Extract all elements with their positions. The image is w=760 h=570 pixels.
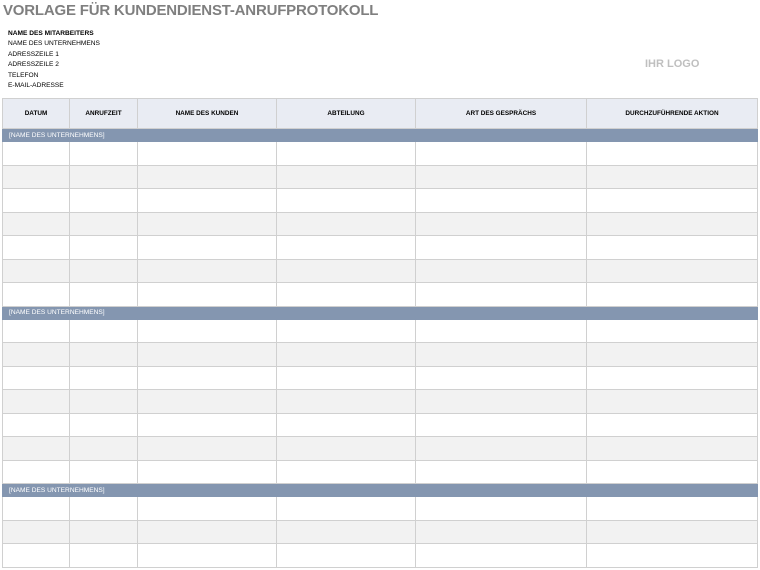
- section-company-name: [NAME DES UNTERNEHMENS]: [3, 306, 758, 319]
- table-cell[interactable]: [3, 165, 70, 189]
- table-cell[interactable]: [416, 236, 587, 260]
- table-cell[interactable]: [3, 212, 70, 236]
- table-cell[interactable]: [416, 283, 587, 307]
- table-row: [3, 319, 758, 343]
- table-cell[interactable]: [70, 319, 138, 343]
- company-name: NAME DES UNTERNEHMENS: [8, 40, 100, 48]
- section-header-row: [3, 129, 758, 142]
- table-cell[interactable]: [138, 343, 277, 367]
- section-header-row: [3, 484, 758, 497]
- table-cell[interactable]: [277, 366, 416, 390]
- logo-placeholder: IHR LOGO: [645, 58, 700, 70]
- column-header-date: DATUM: [3, 99, 70, 129]
- table-cell[interactable]: [3, 413, 70, 437]
- table-cell[interactable]: [587, 319, 758, 343]
- table-cell[interactable]: [416, 142, 587, 166]
- table-cell[interactable]: [138, 544, 277, 568]
- table-row: [3, 437, 758, 461]
- table-cell[interactable]: [138, 366, 277, 390]
- table-cell[interactable]: [277, 212, 416, 236]
- address-line-2: ADRESSZEILE 2: [8, 61, 59, 69]
- table-cell[interactable]: [70, 437, 138, 461]
- table-cell[interactable]: [277, 460, 416, 484]
- address-line-1: ADRESSZEILE 1: [8, 50, 59, 58]
- table-cell[interactable]: [138, 283, 277, 307]
- table-cell[interactable]: [587, 413, 758, 437]
- table-cell[interactable]: [3, 390, 70, 414]
- column-header-call-type: ART DES GESPRÄCHS: [416, 99, 587, 129]
- table-row: [3, 259, 758, 283]
- table-cell[interactable]: [416, 189, 587, 213]
- table-cell[interactable]: [3, 437, 70, 461]
- column-header-action: DURCHZUFÜHRENDE AKTION: [587, 99, 758, 129]
- table-cell[interactable]: [416, 212, 587, 236]
- table-cell[interactable]: [70, 520, 138, 544]
- table-row: [3, 165, 758, 189]
- table-cell[interactable]: [587, 390, 758, 414]
- table-cell[interactable]: [3, 142, 70, 166]
- table-cell[interactable]: [70, 236, 138, 260]
- table-row: [3, 142, 758, 166]
- table-cell[interactable]: [587, 437, 758, 461]
- table-row: [3, 544, 758, 568]
- table-cell[interactable]: [587, 366, 758, 390]
- table-cell[interactable]: [416, 437, 587, 461]
- table-cell[interactable]: [587, 544, 758, 568]
- table-cell[interactable]: [70, 165, 138, 189]
- table-cell[interactable]: [3, 520, 70, 544]
- table-cell[interactable]: [416, 460, 587, 484]
- table-cell[interactable]: [587, 189, 758, 213]
- table-row: [3, 413, 758, 437]
- table-cell[interactable]: [416, 497, 587, 521]
- table-row: [3, 212, 758, 236]
- table-cell[interactable]: [587, 520, 758, 544]
- table-cell[interactable]: [3, 259, 70, 283]
- table-cell[interactable]: [277, 497, 416, 521]
- email-address: E-MAIL-ADRESSE: [8, 82, 64, 90]
- table-cell[interactable]: [138, 437, 277, 461]
- document-title: VORLAGE FÜR KUNDENDIENST-ANRUFPROTOKOLL: [3, 2, 379, 19]
- table-cell[interactable]: [277, 343, 416, 367]
- employee-name: NAME DES MITARBEITERS: [8, 30, 94, 37]
- table-cell[interactable]: [3, 497, 70, 521]
- section-header-row: [3, 306, 758, 319]
- table-cell[interactable]: [277, 520, 416, 544]
- table-cell[interactable]: [70, 212, 138, 236]
- table-cell[interactable]: [277, 283, 416, 307]
- table-cell[interactable]: [416, 544, 587, 568]
- table-cell[interactable]: [3, 236, 70, 260]
- table-cell[interactable]: [587, 343, 758, 367]
- table-cell[interactable]: [3, 544, 70, 568]
- table-cell[interactable]: [587, 212, 758, 236]
- table-row: [3, 520, 758, 544]
- table-cell[interactable]: [138, 165, 277, 189]
- table-cell[interactable]: [3, 319, 70, 343]
- table-row: [3, 343, 758, 367]
- column-header-department: ABTEILUNG: [277, 99, 416, 129]
- table-cell[interactable]: [587, 236, 758, 260]
- column-header-call-time: ANRUFZEIT: [70, 99, 138, 129]
- table-cell[interactable]: [416, 366, 587, 390]
- table-row: [3, 390, 758, 414]
- table-cell[interactable]: [587, 142, 758, 166]
- table-cell[interactable]: [277, 236, 416, 260]
- table-cell[interactable]: [416, 165, 587, 189]
- table-cell[interactable]: [277, 142, 416, 166]
- table-cell[interactable]: [587, 283, 758, 307]
- table-cell[interactable]: [416, 520, 587, 544]
- table-cell[interactable]: [138, 460, 277, 484]
- table-cell[interactable]: [277, 437, 416, 461]
- table-cell[interactable]: [70, 189, 138, 213]
- table-cell[interactable]: [70, 366, 138, 390]
- table-cell[interactable]: [138, 520, 277, 544]
- table-cell[interactable]: [3, 366, 70, 390]
- table-cell[interactable]: [138, 142, 277, 166]
- table-row: [3, 189, 758, 213]
- table-cell[interactable]: [416, 319, 587, 343]
- table-body: [3, 129, 758, 568]
- table-row: [3, 497, 758, 521]
- column-header-customer-name: NAME DES KUNDEN: [138, 99, 277, 129]
- table-row: [3, 236, 758, 260]
- table-cell[interactable]: [138, 319, 277, 343]
- table-cell[interactable]: [3, 460, 70, 484]
- table-cell[interactable]: [138, 497, 277, 521]
- table-cell[interactable]: [277, 390, 416, 414]
- table-cell[interactable]: [70, 413, 138, 437]
- table-cell[interactable]: [138, 413, 277, 437]
- table-cell[interactable]: [138, 259, 277, 283]
- table-cell[interactable]: [277, 189, 416, 213]
- phone: TELEFON: [8, 71, 39, 79]
- table-cell[interactable]: [70, 544, 138, 568]
- table-cell[interactable]: [416, 259, 587, 283]
- table-cell[interactable]: [416, 413, 587, 437]
- table-cell[interactable]: [416, 390, 587, 414]
- table-cell[interactable]: [70, 460, 138, 484]
- table-cell[interactable]: [3, 283, 70, 307]
- table-row: [3, 283, 758, 307]
- table-cell[interactable]: [138, 390, 277, 414]
- table-cell[interactable]: [138, 236, 277, 260]
- call-log-table: [2, 98, 758, 568]
- table-cell[interactable]: [587, 165, 758, 189]
- table-cell[interactable]: [3, 189, 70, 213]
- table-cell[interactable]: [587, 497, 758, 521]
- table-cell[interactable]: [587, 259, 758, 283]
- table-cell[interactable]: [138, 212, 277, 236]
- section-company-name: [NAME DES UNTERNEHMENS]: [3, 484, 758, 497]
- table-row: [3, 366, 758, 390]
- table-header-row: [3, 99, 758, 129]
- table-cell[interactable]: [70, 283, 138, 307]
- section-company-name: [NAME DES UNTERNEHMENS]: [3, 129, 758, 142]
- table-cell[interactable]: [138, 189, 277, 213]
- table-cell[interactable]: [70, 142, 138, 166]
- table-row: [3, 460, 758, 484]
- table-cell[interactable]: [277, 165, 416, 189]
- table-cell[interactable]: [3, 343, 70, 367]
- table-cell[interactable]: [277, 413, 416, 437]
- table-cell[interactable]: [70, 390, 138, 414]
- table-cell[interactable]: [70, 259, 138, 283]
- table-cell[interactable]: [277, 544, 416, 568]
- employee-info-block: [8, 29, 100, 91]
- table-cell[interactable]: [587, 460, 758, 484]
- table-cell[interactable]: [70, 497, 138, 521]
- table-cell[interactable]: [277, 259, 416, 283]
- table-cell[interactable]: [277, 319, 416, 343]
- table-cell[interactable]: [416, 343, 587, 367]
- table-cell[interactable]: [70, 343, 138, 367]
